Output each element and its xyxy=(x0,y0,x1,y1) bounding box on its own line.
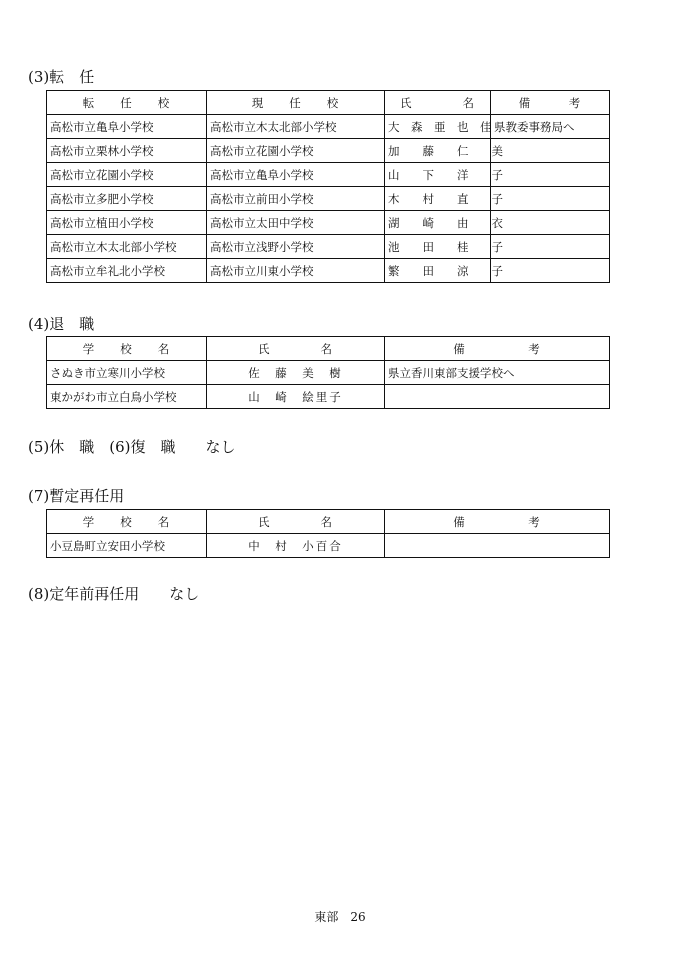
person-name: 佐 藤 美 樹 xyxy=(207,361,385,385)
person-name: 湖 崎 由 衣 xyxy=(385,211,491,235)
table-row xyxy=(47,235,610,259)
section-3-title: (3)転 任 xyxy=(28,68,95,86)
header-remarks: 備 考 xyxy=(491,91,610,115)
page-footer: 東部 26 xyxy=(314,910,366,924)
header-from-school: 転 任 校 xyxy=(47,91,207,115)
header-school: 学 校 名 xyxy=(47,510,207,534)
section-5-6-title: (5)休 職 (6)復 職 なし xyxy=(28,438,236,456)
table-row xyxy=(47,163,610,187)
table-row xyxy=(47,385,610,409)
section-4-title: (4)退 職 xyxy=(28,315,95,333)
header-school: 学 校 名 xyxy=(47,337,207,361)
transfer-table xyxy=(46,90,610,283)
table-row xyxy=(47,115,610,139)
remarks xyxy=(491,235,610,259)
header-current-school: 現 任 校 xyxy=(207,91,385,115)
remarks xyxy=(491,163,610,187)
current-school: 高松市立前田小学校 xyxy=(207,187,385,211)
table-row xyxy=(47,211,610,235)
school: 小豆島町立安田小学校 xyxy=(47,534,207,558)
from-school: 高松市立木太北部小学校 xyxy=(47,235,207,259)
person-name: 山 崎 絵里子 xyxy=(207,385,385,409)
table-row xyxy=(47,139,610,163)
from-school: 高松市立花園小学校 xyxy=(47,163,207,187)
remarks xyxy=(385,534,610,558)
person-name: 木 村 直 子 xyxy=(385,187,491,211)
remarks xyxy=(491,139,610,163)
school: さぬき市立寒川小学校 xyxy=(47,361,207,385)
remarks xyxy=(491,211,610,235)
person-name: 加 藤 仁 美 xyxy=(385,139,491,163)
person-name: 池 田 桂 子 xyxy=(385,235,491,259)
from-school: 高松市立牟礼北小学校 xyxy=(47,259,207,283)
reappointment-table xyxy=(46,509,610,558)
person-name: 大 森 亜 也 佳 xyxy=(385,115,491,139)
current-school: 高松市立浅野小学校 xyxy=(207,235,385,259)
person-name: 山 下 洋 子 xyxy=(385,163,491,187)
from-school: 高松市立亀阜小学校 xyxy=(47,115,207,139)
current-school: 高松市立花園小学校 xyxy=(207,139,385,163)
remarks xyxy=(491,187,610,211)
table-row xyxy=(47,187,610,211)
header-name: 氏 名 xyxy=(385,91,491,115)
from-school: 高松市立栗林小学校 xyxy=(47,139,207,163)
table-row xyxy=(47,534,610,558)
current-school: 高松市立木太北部小学校 xyxy=(207,115,385,139)
table-header-row xyxy=(47,337,610,361)
section-7-title: (7)暫定再任用 xyxy=(28,487,125,505)
header-remarks: 備 考 xyxy=(385,510,610,534)
current-school: 高松市立亀阜小学校 xyxy=(207,163,385,187)
remarks: 県教委事務局へ xyxy=(491,115,610,139)
header-remarks: 備 考 xyxy=(385,337,610,361)
current-school: 高松市立川東小学校 xyxy=(207,259,385,283)
header-name: 氏 名 xyxy=(207,510,385,534)
from-school: 高松市立植田小学校 xyxy=(47,211,207,235)
from-school: 高松市立多肥小学校 xyxy=(47,187,207,211)
remarks xyxy=(491,259,610,283)
retirement-table xyxy=(46,336,610,409)
table-header-row xyxy=(47,510,610,534)
current-school: 高松市立太田中学校 xyxy=(207,211,385,235)
remarks xyxy=(385,385,610,409)
table-row xyxy=(47,361,610,385)
table-row xyxy=(47,259,610,283)
school: 東かがわ市立白鳥小学校 xyxy=(47,385,207,409)
remarks: 県立香川東部支援学校へ xyxy=(385,361,610,385)
section-8-title: (8)定年前再任用 なし xyxy=(28,585,200,603)
person-name: 繁 田 涼 子 xyxy=(385,259,491,283)
header-name: 氏 名 xyxy=(207,337,385,361)
person-name: 中 村 小百合 xyxy=(207,534,385,558)
table-header-row xyxy=(47,91,610,115)
